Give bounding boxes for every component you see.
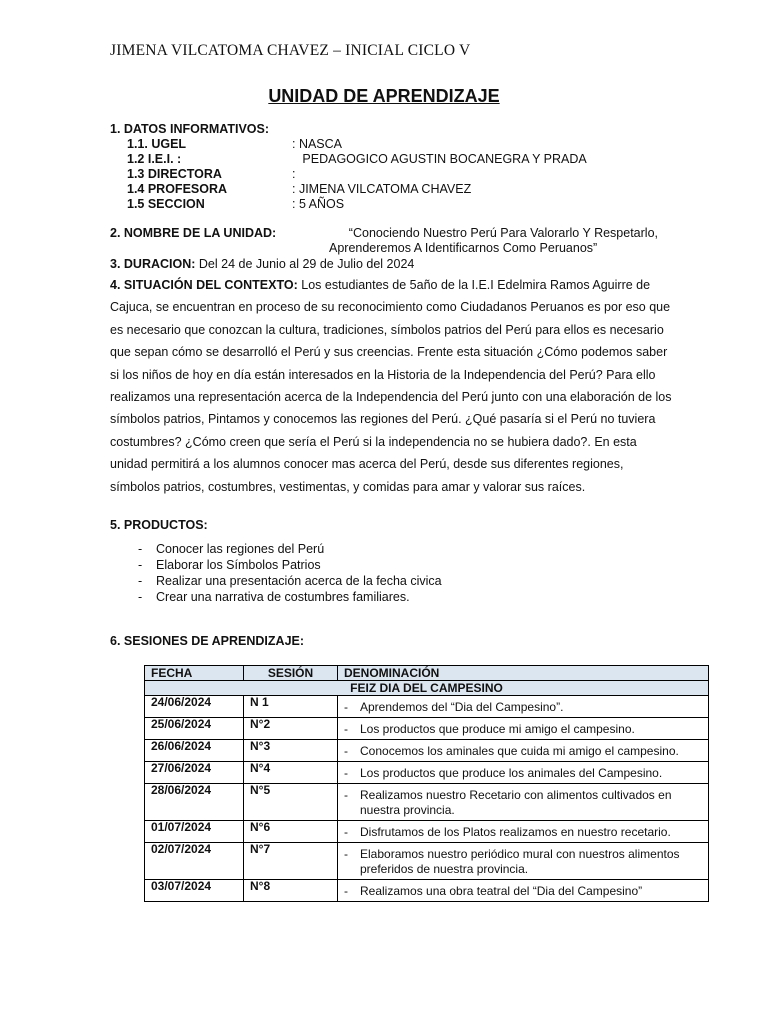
- denominacion-text: Conocemos los aminales que cuida mi amigo el campesino.: [360, 744, 679, 758]
- bullet-dash: -: [344, 744, 348, 758]
- contexto-line: [110, 274, 658, 296]
- datos-value: PEDAGOGICO AGUSTIN BOCANEGRA Y PRADA: [292, 152, 587, 166]
- bullet-dash: -: [138, 590, 143, 604]
- band-label: FEIZ DIA DEL CAMPESINO: [145, 681, 709, 696]
- bullet-dash: -: [344, 700, 348, 714]
- table-row: [145, 696, 709, 718]
- nombre-line2: Aprenderemos A Identificarnos Como Peruanos”: [329, 241, 598, 255]
- bullet-dash: -: [344, 825, 348, 839]
- producto-text: Crear una narrativa de costumbres familiares.: [156, 590, 410, 604]
- table-row: [145, 880, 709, 902]
- producto-text: Realizar una presentación acerca de la fecha civica: [156, 574, 442, 588]
- datos-key: 1.1. UGEL: [127, 137, 187, 151]
- cell-sesion: N°2: [244, 718, 338, 740]
- contexto-line: costumbres? ¿Cómo creen que sería el Perú si la independencia no se hubiera dado?. En esta: [110, 434, 637, 449]
- contexto-line: realizamos una representación acerca de la Independencia del Perú junto con una elaboración de los: [110, 389, 672, 404]
- contexto-line: es necesario que conozcan la cultura, tradiciones, símbolos patrios del Perú para ellos es necesario: [110, 322, 664, 337]
- cell-fecha: 28/06/2024: [145, 784, 244, 821]
- contexto-label: 4. SITUACIÓN DEL CONTEXTO:: [110, 278, 298, 292]
- datos-value: : NASCA: [292, 137, 343, 151]
- list-item: [138, 541, 442, 557]
- duracion: [110, 257, 658, 271]
- cell-denominacion: [338, 821, 709, 843]
- bullet-dash: -: [138, 558, 143, 572]
- list-item: [138, 573, 442, 589]
- cell-denominacion: [338, 762, 709, 784]
- datos-row: [127, 137, 647, 152]
- datos-key: 1.4 PROFESORA: [127, 182, 228, 196]
- producto-text: Elaborar los Símbolos Patrios: [156, 558, 321, 572]
- cell-denominacion: [338, 880, 709, 902]
- cell-sesion: N 1: [244, 696, 338, 718]
- list-item: [138, 589, 442, 605]
- document-header: JIMENA VILCATOMA CHAVEZ – INICIAL CICLO V: [110, 42, 471, 59]
- cell-fecha: 03/07/2024: [145, 880, 244, 902]
- contexto: [110, 274, 672, 498]
- datos-key: 1.3 DIRECTORA: [127, 167, 222, 181]
- table-row: [145, 821, 709, 843]
- table-row: [145, 740, 709, 762]
- contexto-line: Cajuca, se encuentran en proceso de su reconocimiento como Ciudadanos Peruanos es por eso que: [110, 300, 671, 315]
- datos-row: [127, 152, 647, 167]
- duracion-value: Del 24 de Junio al 29 de Julio del 2024: [198, 257, 415, 271]
- table-header-row: [145, 666, 709, 681]
- cell-denominacion: [338, 784, 709, 821]
- sesiones-heading: 6. SESIONES DE APRENDIZAJE:: [110, 634, 305, 648]
- list-item: [138, 557, 442, 573]
- cell-denominacion: [338, 843, 709, 880]
- productos-list: [138, 541, 442, 605]
- cell-sesion: N°7: [244, 843, 338, 880]
- cell-sesion: N°5: [244, 784, 338, 821]
- cell-denominacion: [338, 696, 709, 718]
- column-header-denominacion: DENOMINACIÓN: [338, 666, 709, 681]
- datos-key: 1.2 I.E.I. :: [127, 152, 182, 166]
- contexto-text: Los estudiantes de 5año de la I.E.I Edelmira Ramos Aguirre de: [301, 278, 651, 292]
- cell-fecha: 27/06/2024: [145, 762, 244, 784]
- cell-fecha: 26/06/2024: [145, 740, 244, 762]
- bullet-dash: -: [344, 788, 348, 802]
- bullet-dash: -: [344, 722, 348, 736]
- document-title: UNIDAD DE APRENDIZAJE: [268, 86, 500, 106]
- denominacion-text: Los productos que produce mi amigo el campesino.: [360, 722, 635, 736]
- bullet-dash: -: [138, 574, 143, 588]
- datos-value: : JIMENA VILCATOMA CHAVEZ: [292, 182, 472, 196]
- denominacion-text: Elaboramos nuestro periódico mural con nuestros alimentos preferidos de nuestra provincia.: [360, 847, 680, 876]
- duracion-label: 3. DURACION:: [110, 257, 196, 271]
- cell-fecha: 01/07/2024: [145, 821, 244, 843]
- datos-heading: 1. DATOS INFORMATIVOS:: [110, 122, 270, 136]
- datos-row: [127, 167, 647, 182]
- cell-sesion: N°6: [244, 821, 338, 843]
- datos-list: [127, 137, 647, 212]
- sesiones-table: [144, 665, 709, 902]
- column-header-sesion: SESIÓN: [244, 666, 338, 681]
- table-row: [145, 843, 709, 880]
- nombre-line1: “Conociendo Nuestro Perú Para Valorarlo Y Respetarlo,: [348, 226, 658, 240]
- table-row: [145, 718, 709, 740]
- nombre-label: 2. NOMBRE DE LA UNIDAD:: [110, 226, 277, 240]
- datos-value: :: [292, 167, 296, 181]
- cell-sesion: N°4: [244, 762, 338, 784]
- datos-value: : 5 AÑOS: [292, 197, 345, 211]
- datos-row: [127, 197, 647, 212]
- denominacion-text: Realizamos una obra teatral del “Dia del Campesino”: [360, 884, 643, 898]
- table-row: [145, 784, 709, 821]
- table-band-row: [145, 681, 709, 696]
- contexto-line: que sepan cómo se desarrolló el Perú y sus creencias. Frente esta situación ¿Cómo podemos saber: [110, 345, 668, 360]
- productos-heading: 5. PRODUCTOS:: [110, 518, 208, 532]
- denominacion-text: Disfrutamos de los Platos realizamos en nuestro recetario.: [360, 825, 671, 839]
- denominacion-text: Realizamos nuestro Recetario con alimentos cultivados en nuestra provincia.: [360, 788, 672, 817]
- cell-sesion: N°8: [244, 880, 338, 902]
- cell-sesion: N°3: [244, 740, 338, 762]
- cell-fecha: 24/06/2024: [145, 696, 244, 718]
- contexto-line: si los niños de hoy en día están interesados en la Historia de la Independencia del Perú? Para ello: [110, 367, 656, 382]
- denominacion-text: Los productos que produce los animales del Campesino.: [360, 766, 663, 780]
- contexto-line: símbolos patrios, Pintamos y conocemos las regiones del Perú. ¿Qué pasaría si el Perú no tuviera: [110, 412, 656, 427]
- contexto-line: símbolos patrios, costumbres, vestimentas, y comidas para amar y valorar sus raíces.: [110, 479, 586, 494]
- denominacion-text: Aprendemos del “Dia del Campesino”.: [360, 700, 564, 714]
- cell-denominacion: [338, 740, 709, 762]
- bullet-dash: -: [344, 766, 348, 780]
- nombre-unidad: [110, 226, 658, 256]
- contexto-line: unidad permitirá a los alumnos conocer mas acerca del Perú, desde sus diferentes regiones,: [110, 457, 624, 472]
- bullet-dash: -: [344, 884, 348, 898]
- datos-key: 1.5 SECCION: [127, 197, 205, 211]
- cell-denominacion: [338, 718, 709, 740]
- producto-text: Conocer las regiones del Perú: [156, 542, 325, 556]
- datos-row: [127, 182, 647, 197]
- cell-fecha: 25/06/2024: [145, 718, 244, 740]
- column-header-fecha: FECHA: [145, 666, 244, 681]
- cell-fecha: 02/07/2024: [145, 843, 244, 880]
- bullet-dash: -: [138, 542, 143, 556]
- bullet-dash: -: [344, 847, 348, 861]
- table-row: [145, 762, 709, 784]
